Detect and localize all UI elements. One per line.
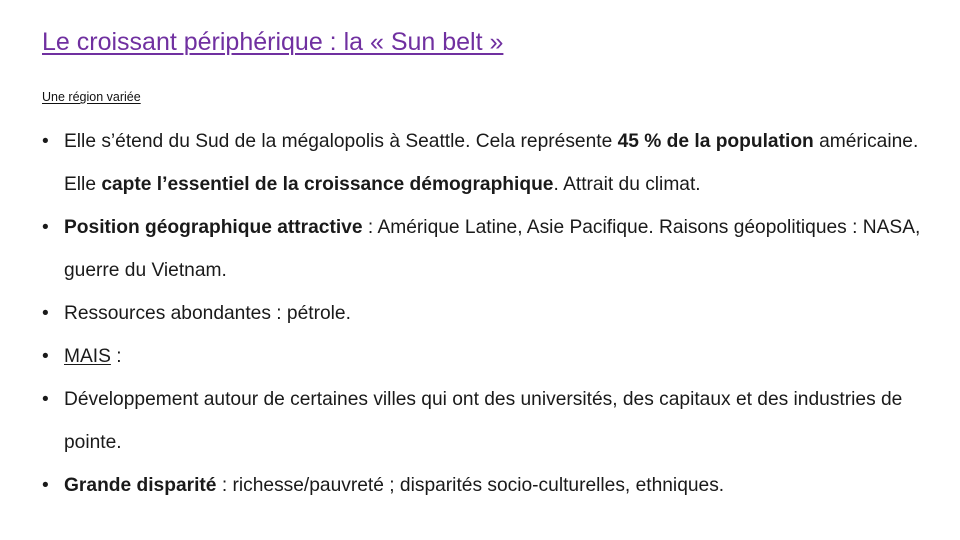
bullet-text: . Attrait du climat. — [553, 174, 701, 195]
bullet-list — [42, 120, 922, 507]
bullet-underlined-text: MAIS — [64, 346, 111, 367]
bullet-icon: • — [42, 303, 49, 324]
bullet-text: Ressources abondantes : pétrole. — [64, 303, 351, 324]
bullet-text: : richesse/pauvreté ; disparités socio-culturelles, ethniques. — [216, 475, 725, 496]
bullet-text: Elle s’étend du Sud de la mégalopolis à Seattle. Cela représente — [64, 131, 618, 152]
slide-subtitle: Une région variée — [42, 90, 141, 104]
bullet-text: Développement autour de certaines villes qui ont des universités, des capitaux et des industries de pointe. — [64, 389, 903, 453]
bullet-item-disparite — [42, 464, 922, 507]
bullet-item-mais — [42, 335, 922, 378]
bullet-bold-text: Grande disparité — [64, 475, 217, 496]
bullet-bold-text: capte l’essentiel de la croissance démographique — [101, 174, 554, 195]
bullet-bold-text: Position géographique attractive — [64, 217, 363, 238]
slide-title: Le croissant périphérique : la « Sun belt » — [42, 28, 504, 56]
bullet-item-population — [42, 120, 922, 206]
bullet-icon: • — [42, 131, 49, 152]
bullet-icon: • — [42, 346, 49, 367]
bullet-icon: • — [42, 475, 49, 496]
bullet-text: : — [110, 346, 122, 367]
bullet-item-developpement — [42, 378, 922, 464]
bullet-text: américaine. Elle — [64, 131, 919, 195]
bullet-icon: • — [42, 217, 49, 238]
bullet-icon: • — [42, 389, 49, 410]
bullet-bold-text: 45 % de la population — [617, 131, 814, 152]
bullet-item-ressources — [42, 292, 922, 335]
bullet-item-position — [42, 206, 922, 292]
bullet-text: : Amérique Latine, Asie Pacifique. Raisons géopolitiques : NASA, guerre du Vietnam. — [64, 217, 921, 281]
